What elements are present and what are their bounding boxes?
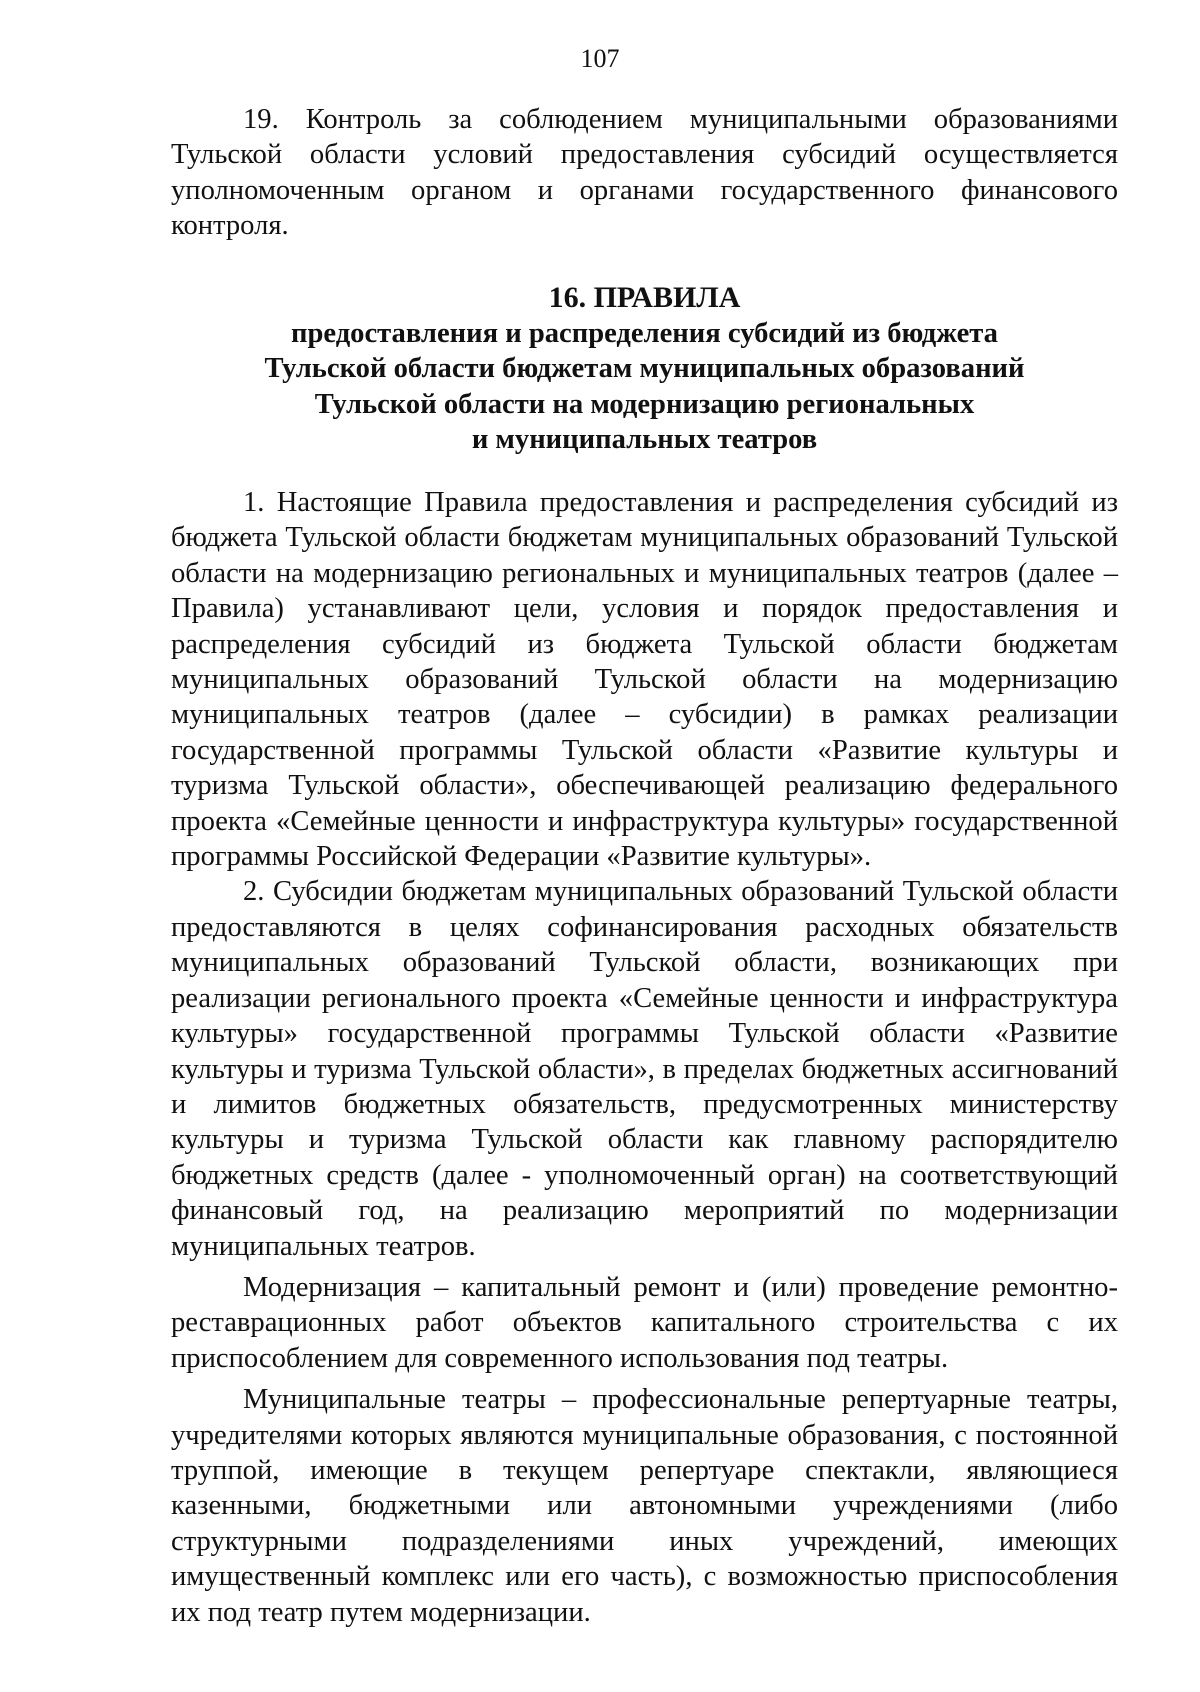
section-title: 16. ПРАВИЛА xyxy=(548,281,741,314)
section-subtitle-line: Тульской области на модернизацию региональных xyxy=(314,388,975,420)
page-number: 107 xyxy=(580,44,620,73)
section-subtitle-line: Тульской области бюджетам муниципальных образований xyxy=(264,353,1025,385)
section-subtitle-line: предоставления и распределения субсидий из бюджета xyxy=(291,318,998,349)
paragraph-modernization-definition: Модернизация – капитальный ремонт и (или) проведение ремонтно-реставрационных работ объектов капитального строительства с их приспособлением для современного использования под театры. xyxy=(171,1271,1118,1374)
previous-section-text xyxy=(171,102,1118,244)
section-subtitle-line: и муниципальных театров xyxy=(471,424,818,456)
paragraph-municipal-theatres-definition: Муниципальные театры – профессиональные репертуарные театры, учредителями которых являются муниципальные образования, с постоянной труппой, имеющие в текущем репертуаре спектакли, являющиеся казенными, бюджетными или автономными учреждениями (либо структурными подразделениями иных учреждений, имеющих имущественный комплекс или его часть), с возможностью приспособления их под театр путем модернизации. xyxy=(171,1384,1118,1628)
paragraph-2: 2. Субсидии бюджетам муниципальных образований Тульской области предоставляются в целях софинансирования расходных обязательств муниципальных образований Тульской области, возникающих при реализации регионального проекта «Семейные ценности и инфраструктура культуры» государственной программы Тульской области «Развитие культуры и туризма Тульской области», в пределах бюджетных ассигнований и лимитов бюджетных обязательств, предусмотренных министерству культуры и туризма Тульской области как главному распорядителю бюджетных средств (далее - уполномоченный орган) на соответствующий финансовый год, на реализацию мероприятий по модернизации муниципальных театров. xyxy=(171,876,1118,1262)
section-body xyxy=(171,485,1118,1630)
paragraph-19: 19. Контроль за соблюдением муниципальными образованиями Тульской области условий предоставления субсидий осуществляется уполномоченным органом и органами государственного финансового контроля. xyxy=(171,104,1118,242)
paragraph-1: 1. Настоящие Правила предоставления и распределения субсидий из бюджета Тульской области бюджетам муниципальных образований Тульской области на модернизацию региональных и муниципальных театров (далее – Правила) устанавливают цели, условия и порядок предоставления и распределения субсидий из бюджета Тульской области бюджетам муниципальных образований Тульской области на модернизацию муниципальных театров (далее – субсидии) в рамках реализации государственной программы Тульской области «Развитие культуры и туризма Тульской области», обеспечивающей реализацию федерального проекта «Семейные ценности и инфраструктура культуры» государственной программы Российской Федерации «Развитие культуры». xyxy=(171,487,1118,873)
section-heading xyxy=(171,280,1118,458)
